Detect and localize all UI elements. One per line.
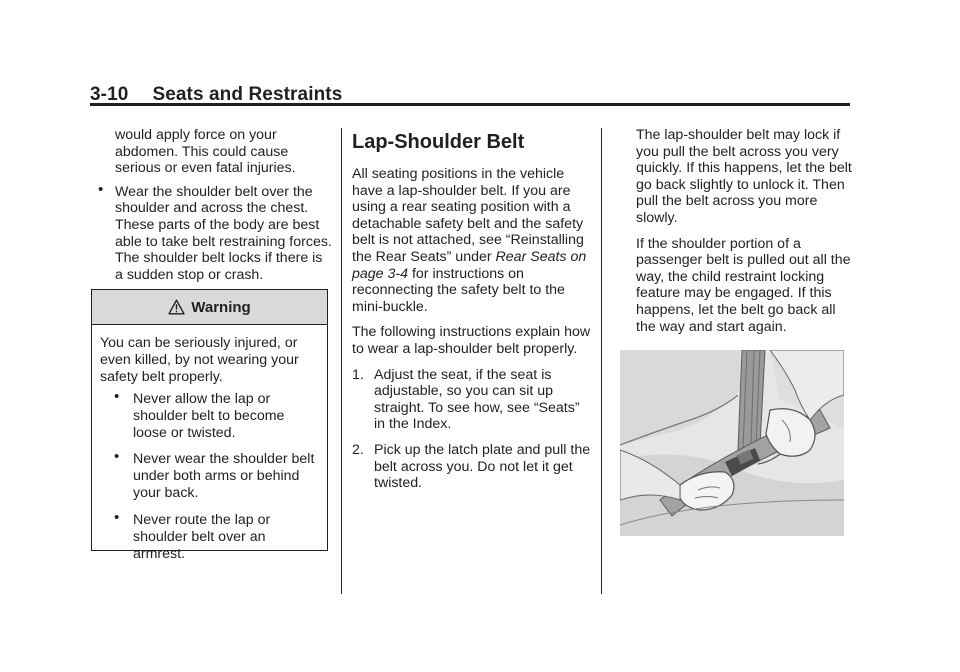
- warning-header: [92, 290, 327, 325]
- bullet-dot-icon: •: [114, 448, 120, 466]
- bullet-dot-icon: •: [114, 509, 120, 527]
- warning-bullet: [100, 509, 319, 563]
- bullet-item: [92, 180, 332, 284]
- intro-paragraph: [352, 166, 592, 315]
- numbered-step: [352, 442, 592, 492]
- child-restraint-paragraph: If the shoulder portion of a passenger belt is pulled out all the way, the child restraint locking feature may be engaged. If this happens, let the belt go back all the way and start again.: [636, 235, 851, 335]
- section-heading: Lap-Shoulder Belt: [352, 131, 525, 153]
- step-text: Pick up the latch plate and pull the belt across you. Do not let it get twisted.: [374, 441, 591, 492]
- instructions-paragraph: The following instructions explain how to wear a lap-shoulder belt properly.: [352, 324, 591, 357]
- bullet-text: Wear the shoulder belt over the shoulder and across the chest. These parts of the body are best able to take belt restraining forces. The shoulder belt locks if there is a sudden stop or crash.: [115, 183, 332, 283]
- warning-intro: You can be seriously injured, or even killed, by not wearing your safety belt properly.: [100, 335, 299, 385]
- warning-box: [91, 289, 328, 562]
- column-divider-left: [341, 128, 342, 594]
- section-title: Seats and Restraints: [152, 84, 343, 105]
- column-1: [92, 127, 332, 300]
- step-text: Adjust the seat, if the seat is adjustable, so you can sit up straight. To see how, see “Seats” in the Index.: [374, 366, 580, 433]
- warning-bullet-text: Never wear the shoulder belt under both arms or behind your back.: [133, 451, 315, 502]
- warning-bullet-text: Never allow the lap or shoulder belt to become loose or twisted.: [133, 390, 285, 441]
- column-2: [352, 127, 592, 501]
- bullet-dot-icon: •: [114, 387, 120, 405]
- header-rule: [90, 103, 850, 106]
- column-divider-right: [601, 128, 602, 594]
- cross-reference-link[interactable]: Rear Seats on page 3-4: [352, 248, 587, 282]
- bullet-dot-icon: •: [98, 180, 104, 198]
- belt-illustration: [620, 350, 844, 536]
- step-number: 1.: [352, 366, 364, 383]
- warning-bullet: [100, 448, 319, 502]
- continued-paragraph: would apply force on your abdomen. This could cause serious or even fatal injuries.: [115, 127, 296, 177]
- numbered-step: [352, 367, 592, 433]
- page-number: 3-10: [90, 84, 129, 105]
- warning-bullet-text: Never route the lap or shoulder belt over an armrest.: [133, 512, 271, 562]
- lock-paragraph: The lap-shoulder belt may lock if you pull the belt across you very quickly. If this happens, let the belt go back slightly to unlock it. Then pull the belt across you more slowly.: [636, 127, 852, 226]
- warning-title: Warning: [191, 298, 251, 316]
- intro-text-end: for instructions on reconnecting the safety belt to the mini-buckle.: [352, 265, 565, 315]
- intro-text: All seating positions in the vehicle have a lap-shoulder belt. If you are using a rear seating position with a detachable safety belt and the safety belt is not attached, see “Reinstalling the Rear Seats” under: [352, 166, 584, 265]
- warning-bullet: [100, 387, 319, 442]
- warning-body: [92, 325, 327, 563]
- step-number: 2.: [352, 441, 364, 458]
- column-3: [636, 127, 858, 344]
- warning-triangle-icon: [168, 299, 185, 315]
